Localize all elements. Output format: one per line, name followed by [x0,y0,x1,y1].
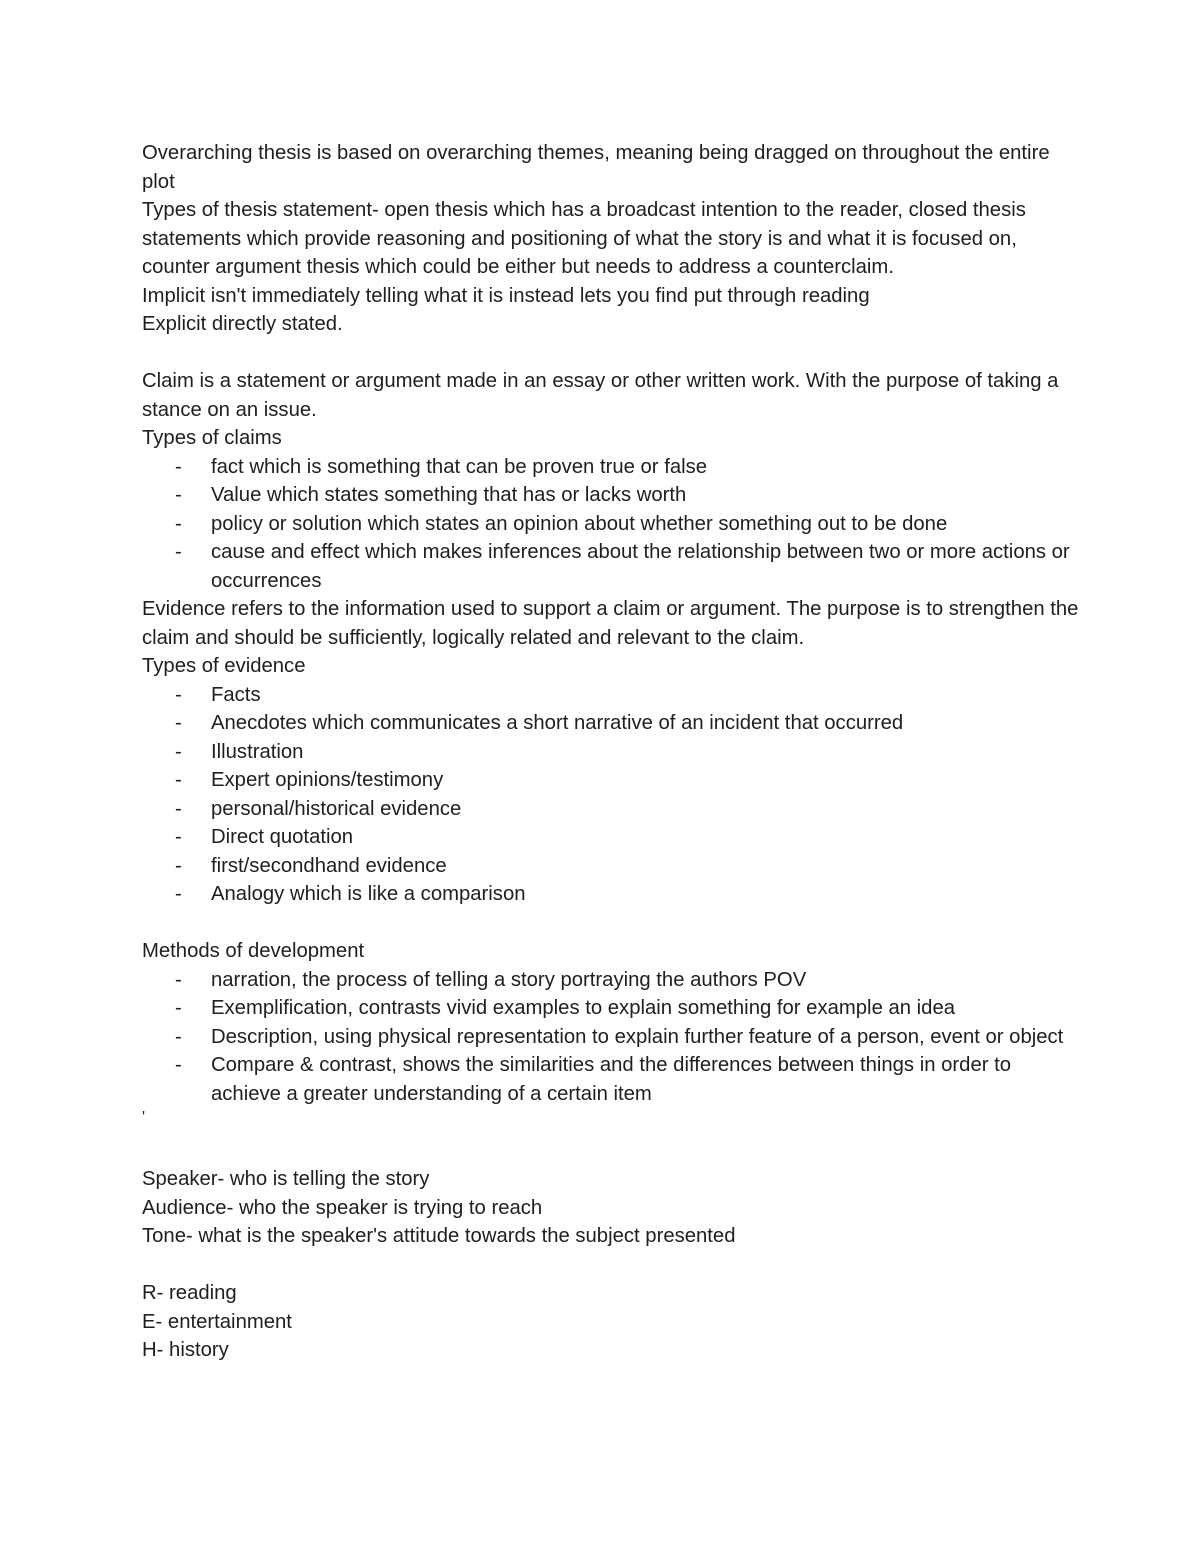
list-item: - Facts [211,681,1082,710]
evidence-types-heading: Types of evidence [142,655,306,677]
list-item: - Direct quotation [211,823,1082,852]
evidence-definition: Evidence refers to the information used to support a claim or argument. The purpose is to strengthen the claim and should be sufficiently, logically related and relevant to the claim. [142,598,1079,649]
overarching-thesis-paragraph: Overarching thesis is based on overarching themes, meaning being dragged on throughout the entire plot [142,142,1050,193]
e-line: E- entertainment [142,1310,292,1333]
list-item: - Analogy which is like a comparison [211,880,1082,909]
list-item: - Illustration [211,738,1082,767]
claim-types-heading: Types of claims [142,427,282,449]
blank-line [142,909,1082,938]
evidence-types-list [142,681,1082,909]
h-line: H- history [142,1339,229,1361]
list-item: - Compare & contrast, shows the similarities and the differences between things in order to achieve a greater understanding of a certain item [211,1051,1082,1108]
claim-definition: Claim is a statement or argument made in an essay or other written work. With the purpose of taking a stance on an issue. [142,370,1059,421]
audience-line: Audience- who the speaker is trying to reach [142,1196,543,1219]
stray-mark: ' [142,1109,146,1126]
speaker-line: Speaker- who is telling the story [142,1168,430,1190]
list-item: - Expert opinions/testimony [211,766,1082,795]
blank-line [142,1251,1082,1280]
r-line: R- reading [142,1282,237,1304]
list-item: - cause and effect which makes inferences about the relationship between two or more actions or occurrences [211,538,1082,595]
implicit-paragraph: Implicit isn't immediately telling what it is instead lets you find put through reading [142,284,870,307]
list-item: - fact which is something that can be proven true or false [211,453,1082,482]
list-item: - Exemplification, contrasts vivid examples to explain something for example an idea [211,994,1082,1023]
document-page [142,139,1082,1365]
explicit-paragraph: Explicit directly stated. [142,313,343,335]
development-heading: Methods of development [142,940,365,962]
blank-line [142,1137,1082,1166]
list-item: - narration, the process of telling a story portraying the authors POV [211,966,1082,995]
list-item: - first/secondhand evidence [211,852,1082,881]
tone-line: Tone- what is the speaker's attitude towards the subject presented [142,1225,736,1247]
list-item: - Anecdotes which communicates a short narrative of an incident that occurred [211,709,1082,738]
development-methods-list [142,966,1082,1109]
list-item: - Description, using physical representation to explain further feature of a person, event or object [211,1023,1082,1052]
blank-line [142,339,1082,368]
thesis-types-paragraph: Types of thesis statement- open thesis which has a broadcast intention to the reader, closed thesis statements which provide reasoning and positioning of what the story is and what it is focused on, counter argument thesis which could be either but needs to address a counterclaim. [142,199,1026,278]
list-item: - personal/historical evidence [211,795,1082,824]
list-item: - policy or solution which states an opinion about whether something out to be done [211,510,1082,539]
claim-types-list [142,453,1082,596]
list-item: - Value which states something that has or lacks worth [211,481,1082,510]
